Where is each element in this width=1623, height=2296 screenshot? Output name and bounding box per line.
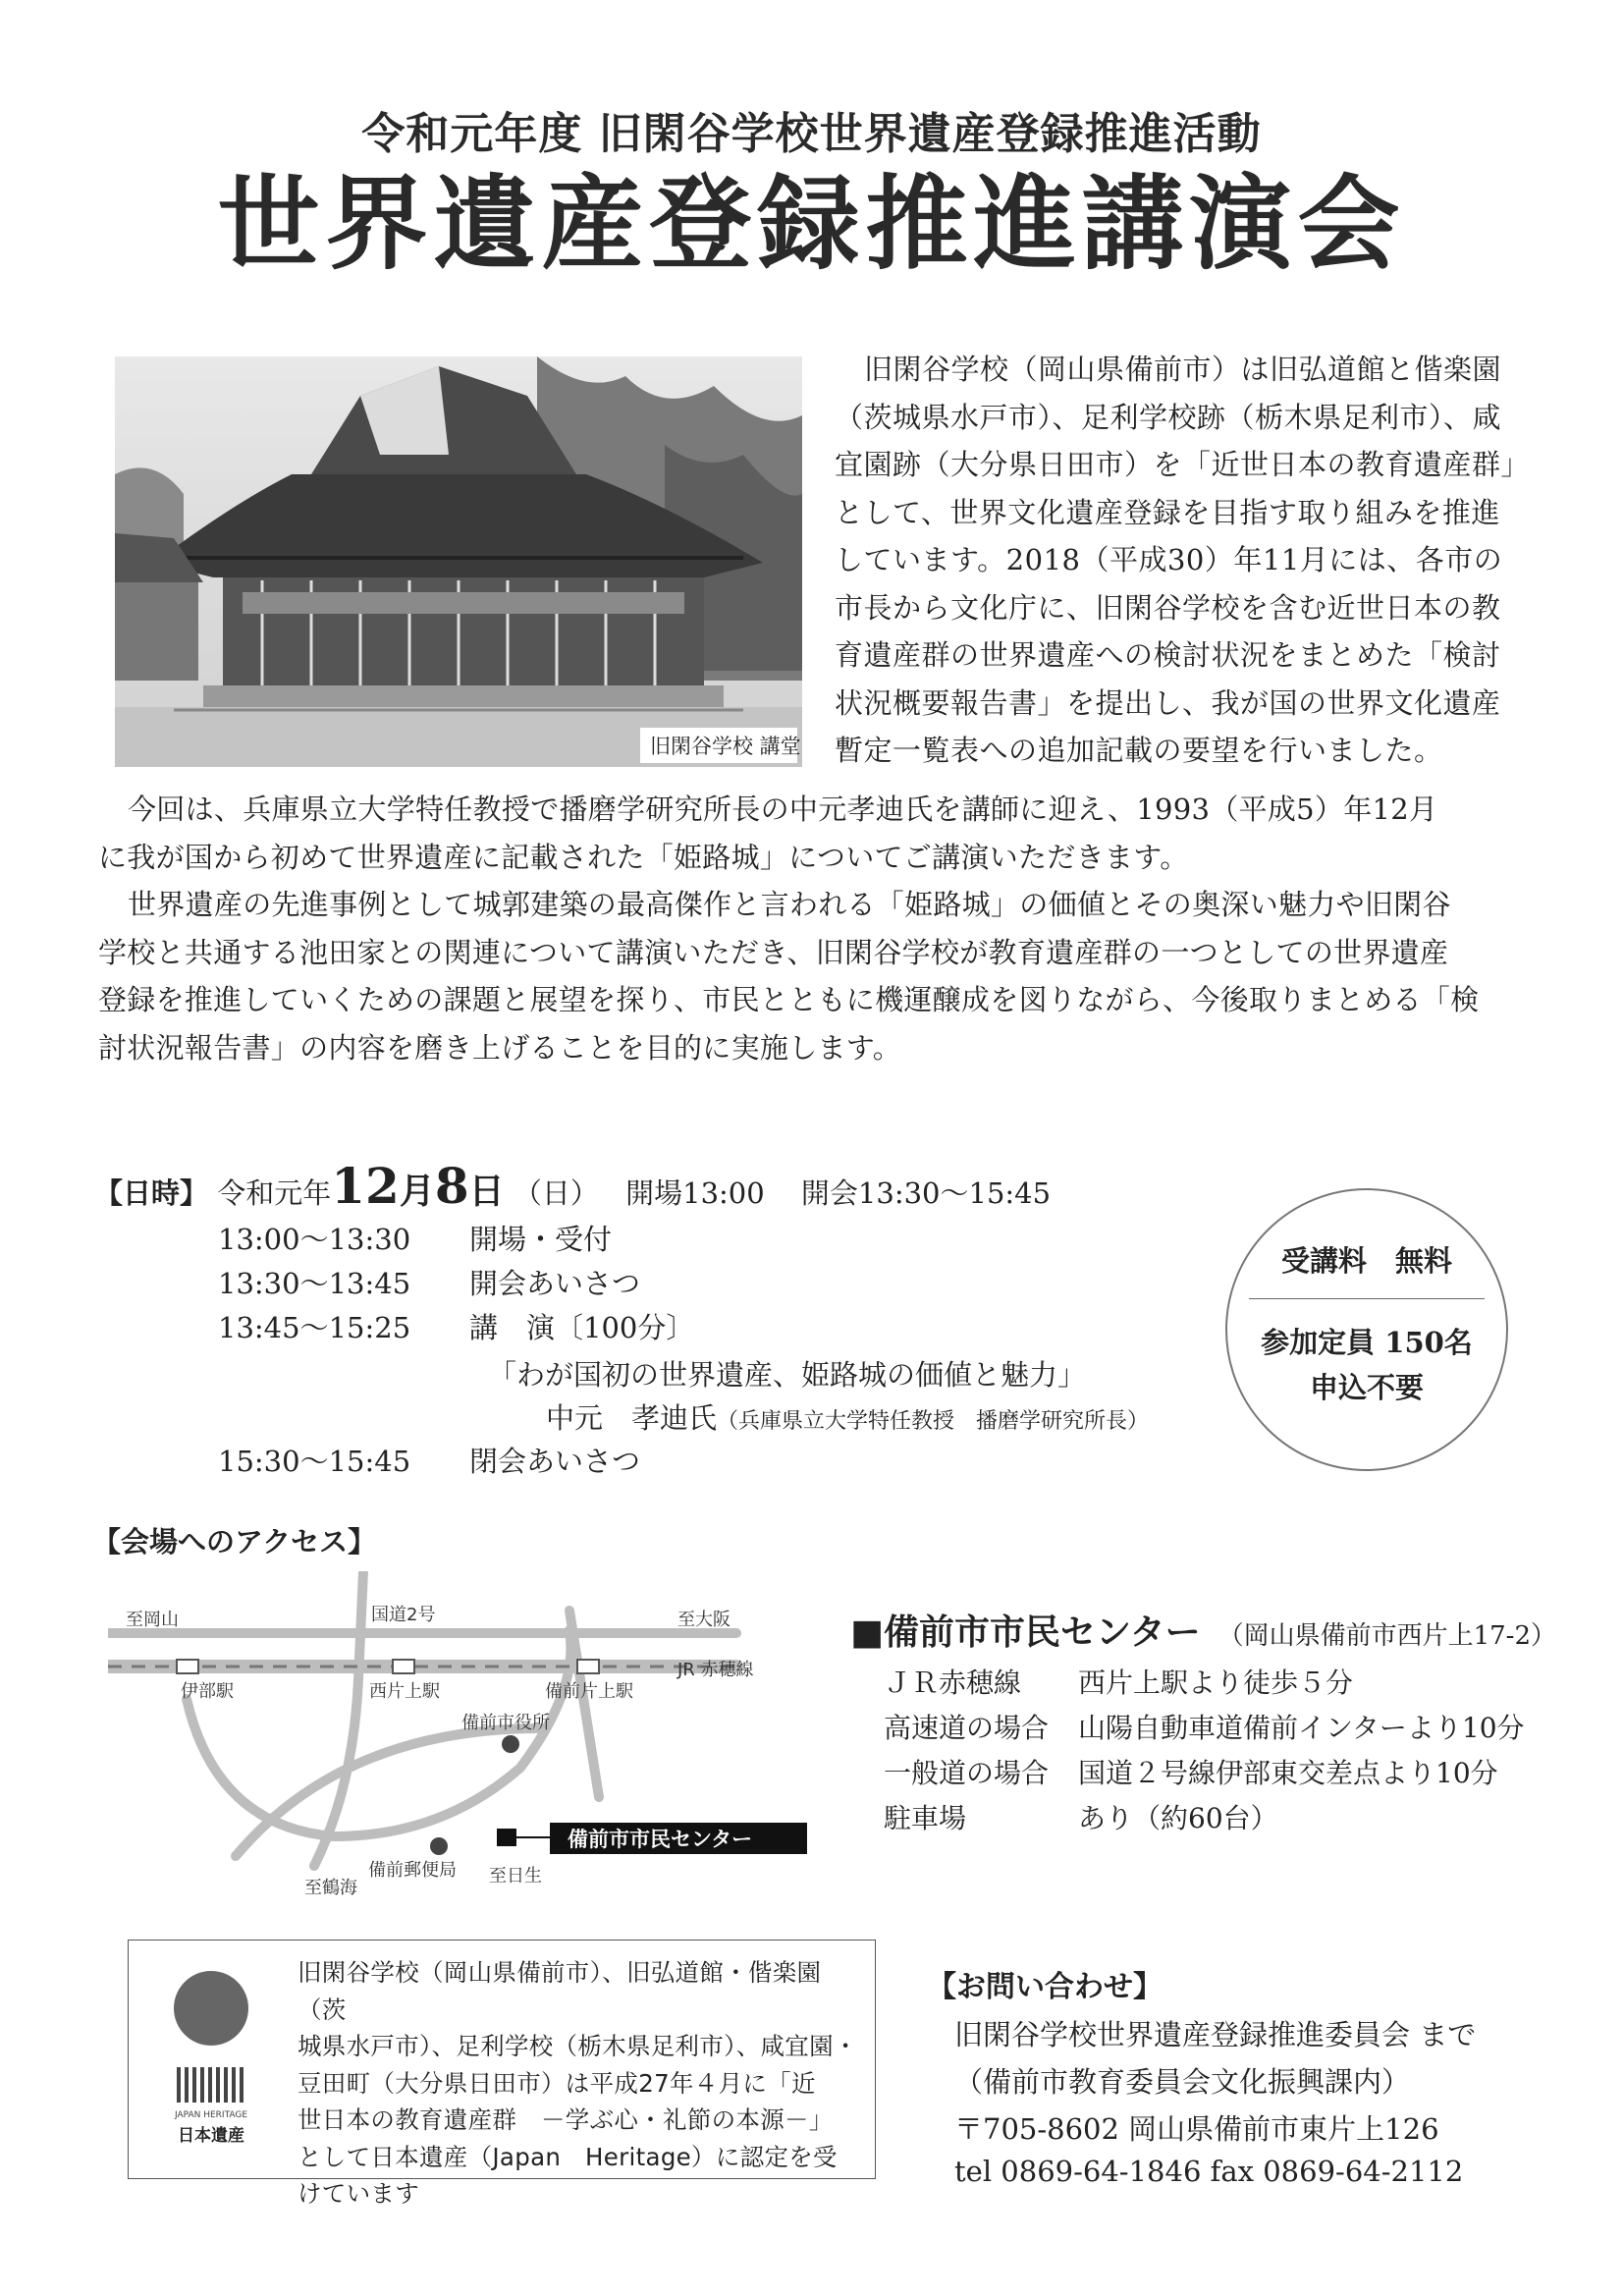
map-label-jr: JR 赤穂線 — [677, 1660, 754, 1680]
datetime-day-unit: 日 — [468, 1171, 505, 1212]
contact-phone: tel 0869-64-1846 fax 0869-64-2112 — [954, 2155, 1464, 2188]
para-line: 登録を推進していくための課題と展望を探り、市民とともに機運醸成を図りながら、今後取りまとめる「検 — [98, 983, 1480, 1016]
fee-info: 受講料 無料 — [1280, 1244, 1452, 1278]
intro-line: しています。2018（平成30）年11月には、各市の — [835, 543, 1503, 576]
datetime-start: 開会13:30〜15:45 — [800, 1176, 1052, 1210]
jh-line: 世日本の教育遺産群 －学ぶ心・礼節の本源－」 — [298, 2105, 834, 2134]
access-key: 一般道の場合 — [884, 1757, 1050, 1789]
access-key: ＪＲ赤穂線 — [884, 1667, 1022, 1699]
intro-line: 宜園跡（大分県日田市）を「近世日本の教育遺産群」 — [835, 448, 1531, 481]
event-subtitle: 令和元年度 旧閑谷学校世界遺産登録推進活動 — [361, 109, 1262, 159]
para-line: に我が国から初めて世界遺産に記載された「姫路城」についてご講演いただきます。 — [98, 840, 1189, 874]
jh-line: 豆田町（大分県日田市）は平成27年４月に「近 — [298, 2068, 816, 2098]
schedule-time: 15:30〜15:45 — [218, 1445, 411, 1478]
intro-line: （茨城県水戸市）、足利学校跡（栃木県足利市）、咸 — [835, 400, 1502, 434]
map-label-osaka: 至大阪 — [677, 1610, 730, 1630]
registration: 申込不要 — [1309, 1371, 1424, 1404]
venue-name — [850, 1605, 1556, 1655]
jh-line: として日本遺産（Japan Heritage）に認定を受 — [298, 2142, 838, 2171]
access-row — [884, 1752, 1498, 1791]
access-value: 国道２号線伊部東交差点より10分 — [1078, 1757, 1498, 1789]
para-line: 討状況報告書」の内容を磨き上げることを目的に実施します。 — [98, 1030, 902, 1065]
datetime-weekday: （日） — [513, 1176, 599, 1210]
intro-line: 暫定一覧表への追加記載の要望を行いました。 — [835, 734, 1443, 767]
japan-heritage-text — [298, 1954, 862, 2213]
logo-text-en: JAPAN HERITAGE — [174, 2110, 248, 2120]
datetime-open: 開場13:00 — [625, 1176, 765, 1210]
datetime-day: 8 — [434, 1157, 469, 1215]
jh-line: 城県水戸市）、足利学校（栃木県足利市）、咸宜園・ — [298, 2032, 858, 2060]
access-row — [884, 1797, 1278, 1836]
map-venue-label: 備前市市民センター — [568, 1828, 753, 1851]
intro-line: 市長から文化庁に、旧閑谷学校を含む近世日本の教 — [835, 590, 1501, 625]
para-line: 今回は、兵庫県立大学特任教授で播磨学研究所長の中元孝迪氏を講師に迎え、1993（平成5）年12月 — [128, 793, 1438, 826]
map-label-okayama: 至岡山 — [126, 1610, 179, 1630]
access-map — [108, 1571, 815, 1895]
lecture-title: 「わが国初の世界遺産、姫路城の価値と魅力」 — [488, 1358, 1087, 1392]
access-value: 山陽自動車道備前インターより10分 — [1078, 1712, 1525, 1744]
para-line: 世界遺産の先進事例として城郭建築の最高傑作と言われる「姫路城」の価値とその奥深い魅力や旧閑谷 — [128, 888, 1451, 921]
info-circle — [1225, 1188, 1508, 1471]
map-label-bizenkatakami: 備前片上駅 — [545, 1681, 633, 1702]
jh-line: けています — [298, 2179, 419, 2208]
access-key: 高速道の場合 — [884, 1712, 1050, 1744]
access-heading: 【会場へのアクセス】 — [92, 1525, 377, 1558]
intro-line: 状況概要報告書」を提出し、我が国の世界文化遺産 — [835, 685, 1501, 720]
access-key: 駐車場 — [884, 1802, 967, 1834]
venue-title: ■備前市市民センター — [850, 1613, 1201, 1653]
datetime-era: 令和元年 — [217, 1176, 332, 1210]
photo-caption: 旧閑谷学校 講堂 — [650, 735, 801, 758]
access-value: あり（約60台） — [1078, 1802, 1278, 1834]
school-hall-photo — [115, 356, 802, 767]
access-row — [884, 1707, 1525, 1746]
capacity-info — [1227, 1320, 1506, 1410]
contact-address: 〒705-8602 岡山県備前市東片上126 — [954, 2112, 1439, 2146]
contact-dept: （備前市教育委員会文化振興課内） — [954, 2065, 1411, 2099]
access-row — [884, 1662, 1353, 1701]
schedule-item: 開場・受付 — [469, 1223, 613, 1256]
capacity: 参加定員 150名 — [1261, 1326, 1473, 1359]
map-label-hinase: 至日生 — [489, 1866, 542, 1886]
schedule-time: 13:30〜13:45 — [218, 1267, 411, 1300]
map-label-tsuruumi: 至鶴海 — [304, 1878, 357, 1895]
circle-divider — [1249, 1298, 1485, 1299]
schedule-time: 13:00〜13:30 — [218, 1223, 411, 1256]
contact-org: 旧閑谷学校世界遺産登録推進委員会 まで — [954, 2018, 1477, 2051]
datetime-month-unit: 月 — [399, 1171, 435, 1212]
schedule-item: 閉会あいさつ — [469, 1445, 641, 1478]
contact-heading: 【お問い合わせ】 — [927, 1970, 1163, 2004]
para-line: 学校と共通する池田家との関連について講演いただき、旧閑谷学校が教育遺産群の一つとしての世界遺産 — [98, 935, 1449, 969]
map-label-city-hall: 備前市役所 — [461, 1713, 550, 1733]
jh-line: 旧閑谷学校（岡山県備前市）、旧弘道館・偕楽園（茨 — [298, 1958, 822, 2024]
purpose-description — [98, 881, 1532, 1071]
map-label-post-office: 備前郵便局 — [368, 1860, 457, 1881]
map-label-imbe: 伊部駅 — [181, 1681, 234, 1702]
intro-line: 育遺産群の世界遺産への検討状況をまとめた「検討 — [835, 638, 1501, 672]
access-value: 西片上駅より徒歩５分 — [1078, 1667, 1354, 1699]
map-label-route2: 国道2号 — [371, 1605, 436, 1625]
speaker-note: （兵庫県立大学特任教授 播磨学研究所長） — [717, 1409, 1150, 1434]
intro-line: 旧閑谷学校（岡山県備前市）は旧弘道館と偕楽園 — [864, 353, 1502, 386]
schedule-time: 13:45〜15:25 — [218, 1311, 411, 1344]
map-label-nishikatakami: 西片上駅 — [369, 1681, 440, 1702]
schedule-item: 開会あいさつ — [469, 1267, 641, 1300]
event-datetime — [94, 1157, 1051, 1215]
speaker-name: 中元 孝迪氏 — [546, 1401, 718, 1435]
event-title: 世界遺産登録推進講演会 — [217, 163, 1406, 284]
schedule-item: 講 演〔100分〕 — [469, 1311, 695, 1344]
intro-text — [835, 346, 1531, 775]
lecture-description — [98, 786, 1532, 881]
logo-text-jp: 日本遺産 — [178, 2126, 244, 2146]
datetime-month: 12 — [331, 1157, 400, 1215]
datetime-label: 【日時】 — [94, 1176, 209, 1210]
speaker — [546, 1396, 1149, 1437]
intro-line: として、世界文化遺産登録を目指す取り組みを推進 — [835, 495, 1500, 529]
japan-heritage-logo — [157, 1964, 265, 2160]
venue-address: （岡山県備前市西片上17-2） — [1217, 1621, 1556, 1651]
